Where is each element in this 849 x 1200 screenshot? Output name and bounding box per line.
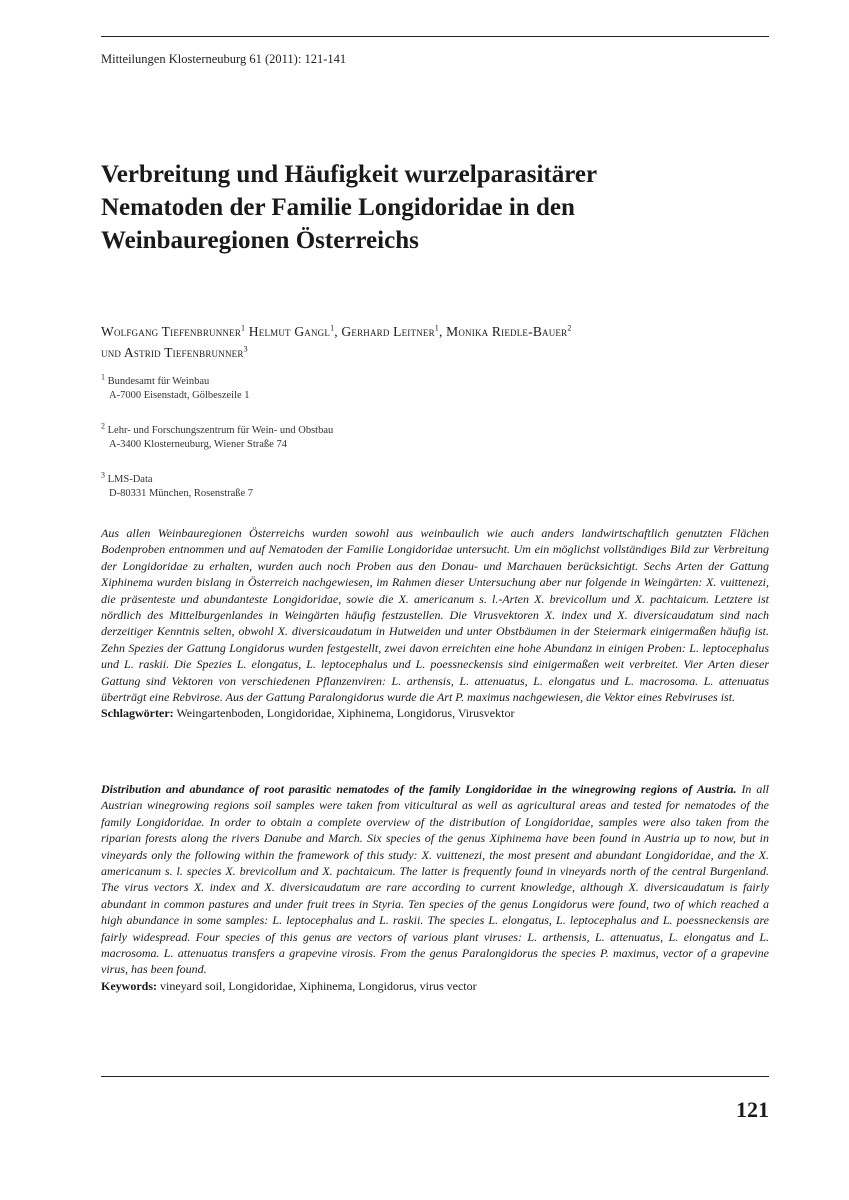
top-rule (101, 36, 769, 37)
author-name: , Gerhard Leitner (334, 324, 435, 339)
author-name: und Astrid Tiefenbrunner (101, 345, 244, 360)
author-affiliation-mark: 1 (330, 323, 335, 333)
affiliation-address: A-7000 Eisenstadt, Gölbeszeile 1 (109, 390, 250, 401)
affiliation (101, 421, 334, 452)
keywords-german (101, 705, 769, 721)
abstract-english-title: Distribution and abundance of root parasitic nematodes of the family Longidoridae in the winegrowing regions of Austria. (101, 782, 737, 796)
journal-citation: Mitteilungen Klosterneuburg 61 (2011): 121-141 (101, 52, 347, 66)
title-line: Nematoden der Familie Longidoridae in den (101, 194, 575, 221)
affiliation-institution: LMS-Data (107, 474, 153, 485)
author-line (101, 342, 781, 363)
author-affiliation-mark: 3 (243, 344, 248, 354)
affiliation-address: A-3400 Klosterneuburg, Wiener Straße 74 (109, 439, 287, 450)
keywords-label: Keywords: (101, 978, 157, 993)
article-title (101, 158, 769, 257)
author-affiliation-mark: 1 (434, 323, 439, 333)
affiliation-mark: 1 (101, 372, 105, 382)
affiliation-institution: Lehr- und Forschungszentrum für Wein- und Obstbau (107, 425, 334, 436)
abstract-german (101, 525, 769, 722)
author-name: Wolfgang Tiefenbrunner (101, 324, 242, 339)
page-number: 121 (736, 1097, 769, 1122)
affiliation-address: D-80331 München, Rosenstraße 7 (109, 488, 254, 499)
bottom-rule (101, 1076, 769, 1077)
affiliation-mark: 3 (101, 470, 105, 480)
keywords-list: Weingartenboden, Longidoridae, Xiphinema, Longidorus, Virusvektor (173, 706, 515, 721)
affiliation (101, 470, 254, 501)
affiliation (101, 372, 250, 403)
author-line (101, 321, 781, 342)
keywords-list: vineyard soil, Longidoridae, Xiphinema, Longidorus, virus vector (157, 978, 477, 993)
author-affiliation-mark: 2 (567, 323, 572, 333)
abstract-english-body: In all Austrian winegrowing regions soil samples were taken from viticultural as well as agricultural areas and tested for nematodes of the family Longidoridae. In order to obtain a complete overview of the distribution of Longidoridae, samples were also taken from the riparian forests along the rivers Danube and March. Six species of the genus Xiphinema have been found in Austria up to now, but in vineyards only the following within the framework of this study: X. vuittenezi, the most present and abundant Longidoridae, and the X. americanum s. l. species X. brevicollum and X. pachtaicum. The latter is frequently found in vineyards north of the central Burgenland. The virus vectors X. index and X. diversicaudatum are rare according to current knowledge, although X. diversicaudatum is fairly abundant in common pastures and under fruit trees in Styria. Ten species of the genus Longidorus were found, two of which reached a high abundance in some samples: L. leptocephalus and L. raskii. The species L. elongatus, L. leptocephalus and L. poessneckensis are fairly widespread. Four species of this genus are vectors of various plant viruses: L. arthensis, L. attenuatus, L. elongatus and L. macrosoma. L. attenuatus transfers a grapevine virosis. From the genus Paralongidorus the species P. maximus, vector of a grapevine virus, has been found. (101, 782, 769, 977)
affiliation-institution: Bundesamt für Weinbau (107, 376, 210, 387)
author-name: , Monika Riedle-Bauer (439, 324, 568, 339)
author-list (101, 321, 781, 363)
author-name: Helmut Gangl (245, 324, 331, 339)
abstract-english (101, 781, 769, 994)
affiliation-mark: 2 (101, 421, 105, 431)
title-line: Weinbauregionen Österreichs (101, 227, 419, 254)
keywords-label: Schlagwörter: (101, 706, 174, 721)
author-affiliation-mark: 1 (241, 323, 246, 333)
keywords-english (101, 978, 769, 994)
abstract-english-text (101, 781, 769, 978)
title-line: Verbreitung und Häufigkeit wurzelparasitärer (101, 161, 598, 188)
abstract-german-text: Aus allen Weinbauregionen Österreichs wurden sowohl aus weinbaulich wie auch anders landwirtschaftlich genutzten Flächen Bodenproben entnommen und auf Nematoden der Familie Longidoridae untersucht. Um ein möglichst vollständiges Bild zur Verbreitung der Longidoridae zu erhalten, wurden auch noch Proben aus den Donau- und Marchauen berücksichtigt. Sechs Arten der Gattung Xiphinema wurden bislang in Österreich nachgewiesen, im Rahmen dieser Untersuchung aber nur folgende in Weingärten: X. vuittenezi, die präsenteste und abundanteste Longidoridae, sowie die X. americanum s. l.-Arten X. brevicollum und X. pachtaicum. Letztere ist nördlich des Mittelburgenlandes in Weingärten häufig festzustellen. Die Virusvektoren X. index und X. diversicaudatum sind nach derzeitiger Kenntnis selten, obwohl X. diversicaudatum in Hutweiden und unter Obstbäumen in der Steiermark einigermaßen häufig ist. Zehn Spezies der Gattung Longidorus wurden festgestellt, zwei davon erreichten eine hohe Abundanz in einigen Proben: L. leptocephalus und L. raskii. Die Spezies L. elongatus, L. leptocephalus und L. poessneckensis sind einigermaßen weit verbreitet. Vier Arten dieser Gattung sind Vektoren von verschiedenen Pflanzenviren: L. arthensis, L. attenuatus, L. elongatus und L. macrosoma. L. attenuatus überträgt eine Rebvirose. Aus der Gattung Paralongidorus wurde die Art P. maximus nachgewiesen, die Vektor eines Rebviruses ist. (101, 526, 769, 705)
